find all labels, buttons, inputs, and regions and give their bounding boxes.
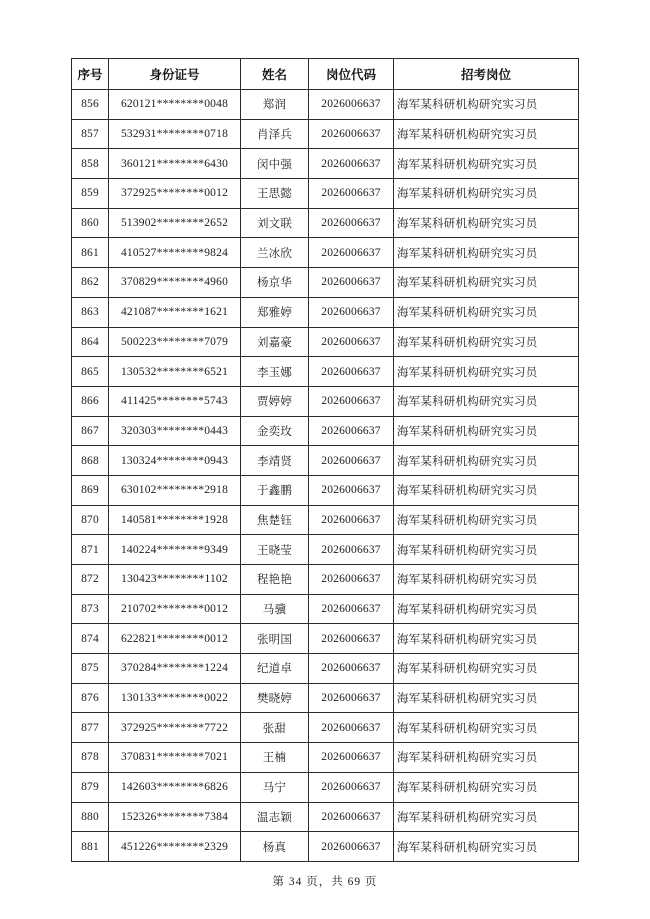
serial-cell: 872: [72, 565, 109, 595]
job-code-cell: 2026006637: [309, 594, 394, 624]
table-row: [72, 327, 579, 357]
job-code-cell: 2026006637: [309, 268, 394, 298]
id-number-cell: 360121********6430: [109, 149, 241, 179]
serial-cell: 865: [72, 357, 109, 387]
job-code-cell: 2026006637: [309, 832, 394, 862]
table-row: [72, 446, 579, 476]
serial-cell: 861: [72, 238, 109, 268]
job-code-cell: 2026006637: [309, 713, 394, 743]
serial-cell: 874: [72, 624, 109, 654]
serial-cell: 859: [72, 179, 109, 209]
id-number-cell: 620121********0048: [109, 90, 241, 120]
job-title-cell: 海军某科研机构研究实习员: [394, 446, 579, 476]
serial-cell: 862: [72, 268, 109, 298]
job-title-cell: 海军某科研机构研究实习员: [394, 149, 579, 179]
job-code-cell: 2026006637: [309, 386, 394, 416]
serial-cell: 864: [72, 327, 109, 357]
name-cell: 刘嘉豪: [241, 327, 309, 357]
column-header: 身份证号: [109, 59, 241, 90]
serial-cell: 870: [72, 505, 109, 535]
name-cell: 纪道卓: [241, 654, 309, 684]
name-cell: 郑雅婷: [241, 297, 309, 327]
id-number-cell: 130423********1102: [109, 565, 241, 595]
serial-cell: 871: [72, 535, 109, 565]
id-number-cell: 130133********0022: [109, 683, 241, 713]
job-code-cell: 2026006637: [309, 802, 394, 832]
job-title-cell: 海军某科研机构研究实习员: [394, 90, 579, 120]
job-code-cell: 2026006637: [309, 446, 394, 476]
name-cell: 焦楚钰: [241, 505, 309, 535]
name-cell: 贾婷婷: [241, 386, 309, 416]
id-number-cell: 130324********0943: [109, 446, 241, 476]
job-title-cell: 海军某科研机构研究实习员: [394, 772, 579, 802]
serial-cell: 873: [72, 594, 109, 624]
job-code-cell: 2026006637: [309, 327, 394, 357]
serial-cell: 860: [72, 208, 109, 238]
name-cell: 李靖贤: [241, 446, 309, 476]
id-number-cell: 410527********9824: [109, 238, 241, 268]
job-code-cell: 2026006637: [309, 743, 394, 773]
name-cell: 郑润: [241, 90, 309, 120]
job-title-cell: 海军某科研机构研究实习员: [394, 357, 579, 387]
table-row: [72, 802, 579, 832]
id-number-cell: 130532********6521: [109, 357, 241, 387]
job-title-cell: 海军某科研机构研究实习员: [394, 683, 579, 713]
id-number-cell: 622821********0012: [109, 624, 241, 654]
job-title-cell: 海军某科研机构研究实习员: [394, 416, 579, 446]
id-number-cell: 513902********2652: [109, 208, 241, 238]
name-cell: 兰冰欣: [241, 238, 309, 268]
serial-cell: 876: [72, 683, 109, 713]
serial-cell: 863: [72, 297, 109, 327]
page-number-footer: 第 34 页，共 69 页: [272, 876, 378, 888]
id-number-cell: 320303********0443: [109, 416, 241, 446]
serial-cell: 869: [72, 475, 109, 505]
name-cell: 金奕玫: [241, 416, 309, 446]
table-row: [72, 713, 579, 743]
table-row: [72, 357, 579, 387]
column-header: 姓名: [241, 59, 309, 90]
column-header: 序号: [72, 59, 109, 90]
job-title-cell: 海军某科研机构研究实习员: [394, 624, 579, 654]
job-code-cell: 2026006637: [309, 297, 394, 327]
name-cell: 李玉娜: [241, 357, 309, 387]
serial-cell: 881: [72, 832, 109, 862]
table-row: [72, 179, 579, 209]
id-number-cell: 140581********1928: [109, 505, 241, 535]
id-number-cell: 372925********0012: [109, 179, 241, 209]
table-row: [72, 416, 579, 446]
name-cell: 杨京华: [241, 268, 309, 298]
table-row: [72, 683, 579, 713]
table-row: [72, 565, 579, 595]
job-title-cell: 海军某科研机构研究实习员: [394, 119, 579, 149]
job-title-cell: 海军某科研机构研究实习员: [394, 238, 579, 268]
job-code-cell: 2026006637: [309, 654, 394, 684]
job-title-cell: 海军某科研机构研究实习员: [394, 713, 579, 743]
table-row: [72, 475, 579, 505]
id-number-cell: 372925********7722: [109, 713, 241, 743]
job-code-cell: 2026006637: [309, 475, 394, 505]
job-code-cell: 2026006637: [309, 416, 394, 446]
serial-cell: 878: [72, 743, 109, 773]
name-cell: 王晓莹: [241, 535, 309, 565]
job-title-cell: 海军某科研机构研究实习员: [394, 594, 579, 624]
serial-cell: 856: [72, 90, 109, 120]
name-cell: 闵中强: [241, 149, 309, 179]
table-row: [72, 90, 579, 120]
id-number-cell: 451226********2329: [109, 832, 241, 862]
job-title-cell: 海军某科研机构研究实习员: [394, 179, 579, 209]
serial-cell: 858: [72, 149, 109, 179]
name-cell: 刘文联: [241, 208, 309, 238]
job-title-cell: 海军某科研机构研究实习员: [394, 268, 579, 298]
table-row: [72, 832, 579, 862]
table-row: [72, 594, 579, 624]
table-row: [72, 149, 579, 179]
job-title-cell: 海军某科研机构研究实习员: [394, 535, 579, 565]
job-code-cell: 2026006637: [309, 772, 394, 802]
table-row: [72, 208, 579, 238]
name-cell: 温志颖: [241, 802, 309, 832]
job-code-cell: 2026006637: [309, 357, 394, 387]
name-cell: 马宁: [241, 772, 309, 802]
job-title-cell: 海军某科研机构研究实习员: [394, 505, 579, 535]
job-code-cell: 2026006637: [309, 119, 394, 149]
job-title-cell: 海军某科研机构研究实习员: [394, 386, 579, 416]
id-number-cell: 370831********7021: [109, 743, 241, 773]
job-code-cell: 2026006637: [309, 535, 394, 565]
name-cell: 肖泽兵: [241, 119, 309, 149]
serial-cell: 868: [72, 446, 109, 476]
serial-cell: 867: [72, 416, 109, 446]
name-cell: 马骥: [241, 594, 309, 624]
table-row: [72, 238, 579, 268]
name-cell: 王思懿: [241, 179, 309, 209]
serial-cell: 879: [72, 772, 109, 802]
table-body: [72, 90, 579, 862]
table-row: [72, 386, 579, 416]
table-row: [72, 743, 579, 773]
job-title-cell: 海军某科研机构研究实习员: [394, 654, 579, 684]
id-number-cell: 140224********9349: [109, 535, 241, 565]
job-code-cell: 2026006637: [309, 238, 394, 268]
name-cell: 樊晓婷: [241, 683, 309, 713]
name-cell: 杨真: [241, 832, 309, 862]
name-cell: 张甜: [241, 713, 309, 743]
id-number-cell: 421087********1621: [109, 297, 241, 327]
id-number-cell: 210702********0012: [109, 594, 241, 624]
table-row: [72, 535, 579, 565]
id-number-cell: 411425********5743: [109, 386, 241, 416]
job-title-cell: 海军某科研机构研究实习员: [394, 208, 579, 238]
job-title-cell: 海军某科研机构研究实习员: [394, 832, 579, 862]
job-title-cell: 海军某科研机构研究实习员: [394, 743, 579, 773]
id-number-cell: 152326********7384: [109, 802, 241, 832]
job-code-cell: 2026006637: [309, 149, 394, 179]
job-code-cell: 2026006637: [309, 505, 394, 535]
job-code-cell: 2026006637: [309, 208, 394, 238]
table-row: [72, 297, 579, 327]
job-code-cell: 2026006637: [309, 90, 394, 120]
job-title-cell: 海军某科研机构研究实习员: [394, 297, 579, 327]
id-number-cell: 370829********4960: [109, 268, 241, 298]
job-code-cell: 2026006637: [309, 179, 394, 209]
table-header: [72, 59, 579, 90]
candidate-roster-table: [71, 58, 579, 862]
name-cell: 程艳艳: [241, 565, 309, 595]
table-row: [72, 505, 579, 535]
job-code-cell: 2026006637: [309, 624, 394, 654]
table-row: [72, 654, 579, 684]
serial-cell: 866: [72, 386, 109, 416]
column-header: 岗位代码: [309, 59, 394, 90]
id-number-cell: 370284********1224: [109, 654, 241, 684]
serial-cell: 875: [72, 654, 109, 684]
name-cell: 于鑫鹏: [241, 475, 309, 505]
name-cell: 王楠: [241, 743, 309, 773]
column-header: 招考岗位: [394, 59, 579, 90]
job-title-cell: 海军某科研机构研究实习员: [394, 802, 579, 832]
id-number-cell: 630102********2918: [109, 475, 241, 505]
serial-cell: 857: [72, 119, 109, 149]
job-title-cell: 海军某科研机构研究实习员: [394, 327, 579, 357]
table-row: [72, 268, 579, 298]
job-title-cell: 海军某科研机构研究实习员: [394, 475, 579, 505]
job-code-cell: 2026006637: [309, 683, 394, 713]
id-number-cell: 142603********6826: [109, 772, 241, 802]
table-row: [72, 119, 579, 149]
header-row: [72, 59, 579, 90]
job-title-cell: 海军某科研机构研究实习员: [394, 565, 579, 595]
serial-cell: 880: [72, 802, 109, 832]
job-code-cell: 2026006637: [309, 565, 394, 595]
id-number-cell: 500223********7079: [109, 327, 241, 357]
serial-cell: 877: [72, 713, 109, 743]
name-cell: 张明国: [241, 624, 309, 654]
table-row: [72, 624, 579, 654]
id-number-cell: 532931********0718: [109, 119, 241, 149]
table-row: [72, 772, 579, 802]
